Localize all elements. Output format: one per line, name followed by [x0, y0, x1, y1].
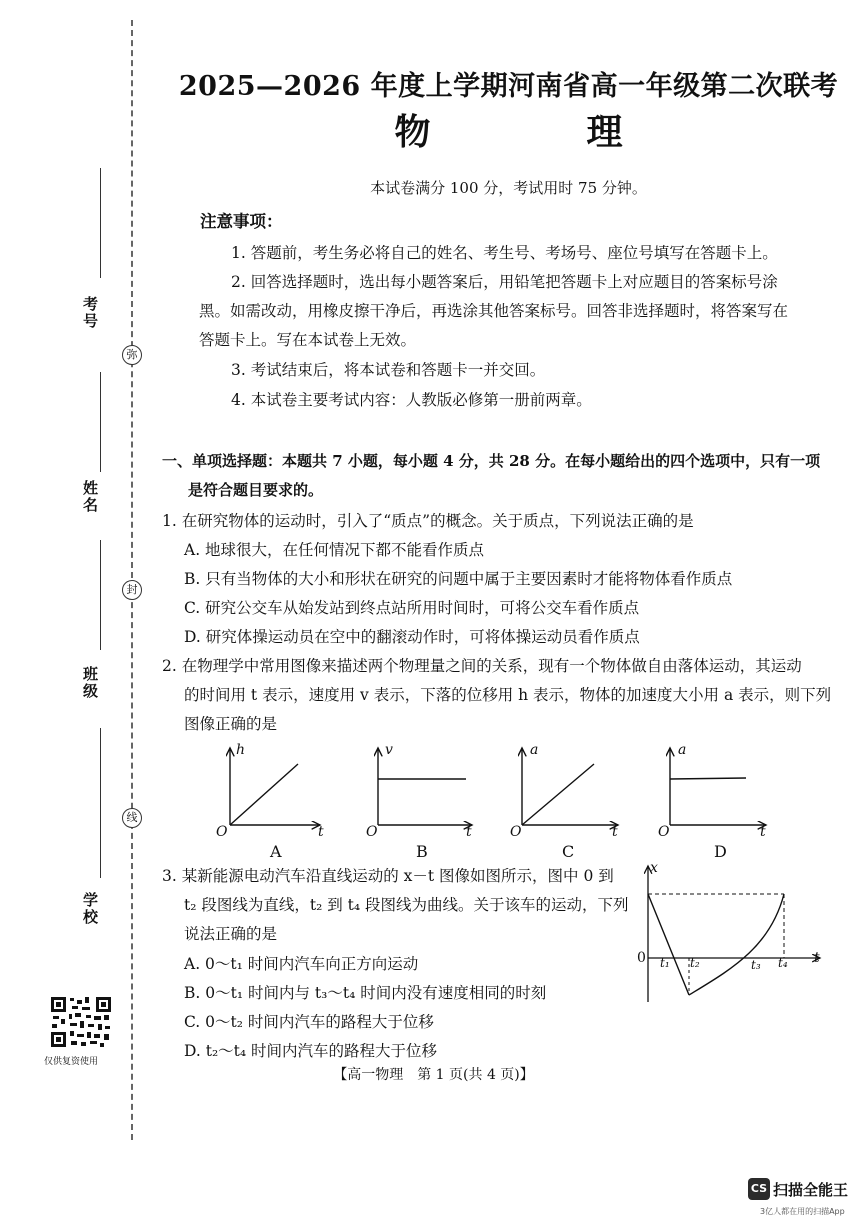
q3-tick-t1: t₁: [660, 956, 670, 970]
q3-tick-t3: t₃: [751, 958, 761, 972]
graph-c-xlabel: t: [612, 824, 618, 840]
notice-item: 4. 本试卷主要考试内容：人教版必修第一册前两章。: [231, 391, 592, 409]
scanner-app-name: 扫描全能王: [773, 1180, 849, 1199]
graph-d-line: [670, 778, 746, 779]
school-blank: [100, 728, 101, 878]
qr-code-image: [50, 996, 112, 1048]
graph-a-letter: A: [270, 842, 282, 861]
q1-stem: 1. 在研究物体的运动时，引入了“质点”的概念。关于质点，下列说法正确的是: [162, 512, 694, 530]
graph-b-letter: B: [416, 842, 428, 861]
graph-b-origin: O: [366, 824, 378, 840]
q3-stem-cont: t₂ 段图线为直线，t₂ 到 t₄ 段图线为曲线。关于该车的运动，下列: [184, 896, 629, 914]
q2-stem: 2. 在物理学中常用图像来描述两个物理量之间的关系，现有一个物体做自由落体运动，其运动: [162, 657, 802, 675]
section-heading-cont: 是符合题目要求的。: [188, 481, 324, 499]
q3-xlabel: t: [814, 950, 820, 966]
q3-ylabel: x: [650, 860, 658, 876]
scanner-logo: [748, 1178, 848, 1200]
graph-d-origin: O: [658, 824, 670, 840]
graph-b-xlabel: t: [466, 824, 472, 840]
q3-option-b: B. 0～t₁ 时间内与 t₃～t₄ 时间内没有速度相同的时刻: [184, 984, 547, 1002]
q2-stem-cont: 图像正确的是: [184, 715, 278, 733]
graph-c-line: [522, 764, 594, 825]
q3-option-a: A. 0～t₁ 时间内汽车向正方向运动: [184, 955, 419, 973]
graph-b: [378, 748, 472, 825]
graph-a-line: [230, 764, 298, 825]
q3-stem: 3. 某新能源电动汽车沿直线运动的 x－t 图像如图所示，图中 0 到: [162, 867, 614, 885]
qr-caption: 仅供复资使用: [44, 1057, 99, 1067]
school-label: 学校: [81, 892, 99, 926]
class-blank: [100, 540, 101, 650]
q1-option-d: D. 研究体操运动员在空中的翻滚动作时，可将体操运动员看作质点: [184, 628, 640, 646]
q3-option-c: C. 0～t₂ 时间内汽车的路程大于位移: [184, 1013, 434, 1031]
q3-curve-segment: [689, 894, 784, 995]
notice-item: 答题卡上。写在本试卷上无效。: [199, 331, 417, 349]
notice-item: 1. 答题前，考生务必将自己的姓名、考生号、考场号、座位号填写在答题卡上。: [231, 244, 778, 262]
notice-item: 2. 回答选择题时，选出每小题答案后，用铅笔把答题卡上对应题目的答案标号涂: [231, 273, 778, 291]
name-label: 姓名: [81, 480, 99, 514]
q3-tick-t2: t₂: [690, 956, 700, 970]
exam-no-label: 考号: [81, 296, 99, 330]
graph-a-origin: O: [216, 824, 228, 840]
exam-info: 本试卷满分 100 分，考试用时 75 分钟。: [370, 179, 647, 197]
graph-c-letter: C: [562, 842, 575, 861]
graph-d-ylabel: a: [678, 742, 687, 758]
graph-c: [522, 748, 618, 825]
name-blank: [100, 372, 101, 472]
class-label: 班级: [81, 666, 99, 700]
q1-option-c: C. 研究公交车从始发站到终点站所用时间时，可将公交车看作质点: [184, 599, 640, 617]
subject-title: 物 理: [394, 111, 683, 153]
seal-mark-feng: 封: [122, 580, 142, 600]
q3-origin: 0: [637, 950, 646, 966]
notice-item: 3. 考试结束后，将本试卷和答题卡一并交回。: [231, 361, 546, 379]
graph-d-xlabel: t: [760, 824, 766, 840]
q1-option-b: B. 只有当物体的大小和形状在研究的问题中属于主要因素时才能将物体看作质点: [184, 570, 733, 588]
graph-b-ylabel: v: [385, 742, 393, 758]
q3-tick-t4: t₄: [778, 956, 788, 970]
q3-option-d: D. t₂～t₄ 时间内汽车的路程大于位移: [184, 1042, 438, 1060]
notice-heading: 注意事项：: [200, 212, 283, 231]
exam-no-blank: [100, 168, 101, 278]
notice-item: 黑。如需改动，用橡皮擦干净后，再选涂其他答案标号。回答非选择题时，将答案写在: [199, 302, 789, 320]
seal-mark-mi: 弥: [122, 345, 142, 365]
graph-a-xlabel: t: [318, 824, 324, 840]
q2-stem-cont: 的时间用 t 表示，速度用 v 表示，下落的位移用 h 表示，物体的加速度大小用 a 表示，则下列: [184, 686, 832, 704]
scanner-tagline: 3亿人都在用的扫描App: [760, 1207, 845, 1216]
q3-straight-segment: [648, 894, 689, 995]
q3-stem-cont: 说法正确的是: [184, 925, 278, 943]
cs-badge-icon: CS: [748, 1178, 770, 1200]
exam-title: 2025—2026 年度上学期河南省高一年级第二次联考: [178, 71, 839, 102]
q1-option-a: A. 地球很大，在任何情况下都不能看作质点: [184, 541, 485, 559]
section-heading: 一、单项选择题：本题共 7 小题，每小题 4 分，共 28 分。在每小题给出的四个选项中，只有一项: [162, 452, 821, 470]
seal-mark-xian: 线: [122, 808, 142, 828]
graph-a-ylabel: h: [236, 742, 246, 758]
q2-graphs: [210, 740, 780, 845]
q3-xt-figure: [630, 860, 830, 1010]
graph-a: [230, 748, 320, 825]
graph-d: [670, 748, 766, 825]
page-footer: 【高一物理 第 1 页(共 4 页)】: [333, 1067, 534, 1083]
graph-d-letter: D: [714, 842, 727, 861]
graph-c-ylabel: a: [530, 742, 539, 758]
graph-c-origin: O: [510, 824, 522, 840]
